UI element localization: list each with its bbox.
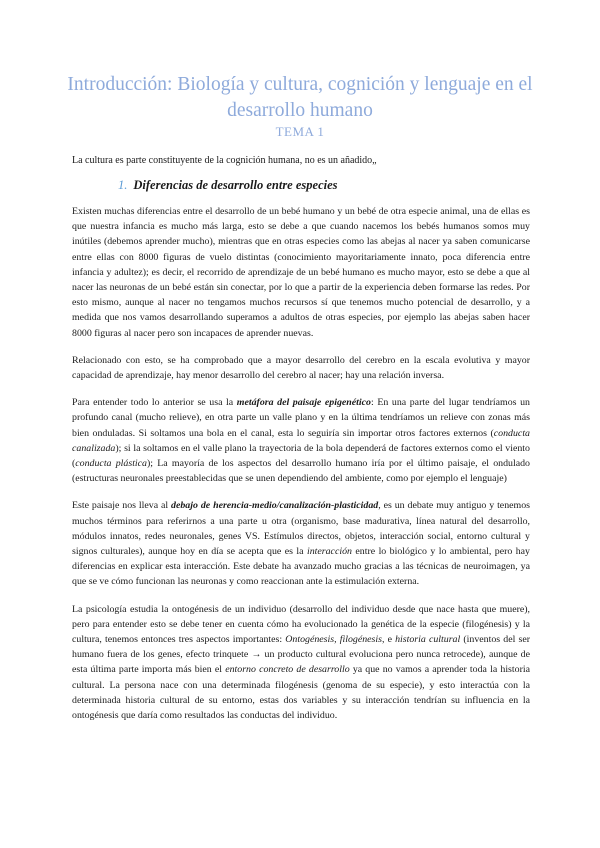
paragraph <box>72 395 530 486</box>
paragraph <box>72 498 530 589</box>
emphasis-term: historia cultural <box>395 634 461 646</box>
text-run: , es un debate muy antiguo y tenemos muchos términos para referirnos a una parte u otra (organismo, base madurativa, línea natural del desarrollo, módulos innatos, redes neuronales, genes VS. Estímulos directos, objetos, interacción social, entorno cultural y signos culturales), aunque hoy en día se acepta que es la <box>72 500 530 558</box>
text-run: Para entender todo lo anterior se usa la <box>72 397 237 409</box>
emphasis-term: entorno concreto de desarrollo <box>225 664 350 676</box>
text-run: ya que no vamos a aprender toda la historia cultural. La persona nace con una determinada filogénesis (genoma de su especie), y esto interactúa con la determinada historia cultural de su entorno, estas dos variables y su interacción tendrían su influencia en la ontogénesis que daría como resultados las conductas del individuo. <box>72 664 530 722</box>
paragraph: Existen muchas diferencias entre el desarrollo de un bebé humano y un bebé de otra especie animal, una de ellas es que nuestra infancia es mucho más larga, esto se debe a que cuando nacemos los bebés humanos somos muy inútiles (debemos aprender mucho), mientras que en otras especies como las abejas al nacer ya saben comunicarse entre ellas con 8000 figuras de vuelo distintas (conocimiento mayoritariamente innato, poca diferencia entre infancia y adultez); es decir, el recorrido de aprendizaje de un bebé humano es mucho mayor, esto se debe a que al nacer las neuronas de un bebé están sin conectar, por lo que a partir de la experiencia deben formarse las redes. Por esto mismo, aunque al nacer no tengamos muchos recursos sí que tenemos mucho potencial de desarrollo, y a medida que nos vamos desarrollando superamos a adultos de otras especies, por ejemplo las abejas saben hacer 8000 figuras al nacer pero son incapaces de aprender nuevas. <box>72 206 530 339</box>
document-title: Introducción: Biología y cultura, cognición y lenguaje en el desarrollo humano <box>67 74 533 121</box>
paragraph: Relacionado con esto, se ha comprobado que a mayor desarrollo del cerebro en la escala evolutiva y mayor capacidad de aprendizaje, hay menor desarrollo del cerebro al nacer; hay una relación inversa. <box>72 354 530 382</box>
text-run: (inventos del ser humano fuera de los genes, efecto trinquete → un producto cultural evoluciona pero nunca retrocede), aunque de esta última parte importa más bien el <box>72 634 530 676</box>
text-run: , e <box>381 634 396 646</box>
emphasis-term: Ontogénesis, filogénesis <box>285 634 382 646</box>
text-run: ); La mayoría de los aspectos del desarrollo humano iría por el último paisaje, el ondulado (estructuras neuronales preestablecidas que se unen dependiendo del ambiente, como por ejemplo el lenguaje) <box>72 458 530 485</box>
text-run: entre lo biológico y lo ambiental, pero hay diferencias en explicar esta interacción. Este debate ha avanzado mucho gracias a las técnicas de neuroimagen, ya que se ve cómo funcionan las neuronas y como reaccionan ante la estimulación externa. <box>72 546 530 588</box>
section-number: 1. <box>118 178 128 192</box>
emphasis-term: interacción <box>306 546 352 558</box>
text-run: ); si la soltamos en el valle plano la trayectoria de la bola dependerá de factores externos como el viento ( <box>72 442 530 470</box>
text-run: : En una parte del lugar tendríamos un profundo canal (mucho relieve), en otra parte un valle plano y en la última tendríamos un relieve con zonas más bien onduladas. Si soltamos una bola en el canal, esta lo seguiría sin importar otros factores externos ( <box>72 397 530 439</box>
emphasis-term: metáfora del paisaje epigenético <box>236 397 371 409</box>
text-run: La psicología estudia la ontogénesis de un individuo (desarrollo del individuo desde que nace hasta que muere), pero para entender esto se debe tener en cuenta cómo ha evolucionado la genética de la especie (filogénesis) y la cultura, tenemos entonces tres aspectos importantes: <box>72 603 530 646</box>
emphasis-term: conducta plástica <box>75 458 147 470</box>
paragraph <box>72 602 530 724</box>
section-heading <box>118 178 528 193</box>
body-text <box>72 204 530 735</box>
emphasis-term: conducta canalizada <box>72 427 530 454</box>
document-subtitle: TEMA 1 <box>275 124 325 139</box>
text-run: Este paisaje nos lleva al <box>72 500 172 512</box>
emphasis-term: debajo de herencia-medio/canalización-plasticidad <box>171 500 379 512</box>
section-title: Diferencias de desarrollo entre especies <box>133 178 338 192</box>
intro-statement: La cultura es parte constituyente de la cognición humana, no es un añadido„ <box>72 155 377 166</box>
